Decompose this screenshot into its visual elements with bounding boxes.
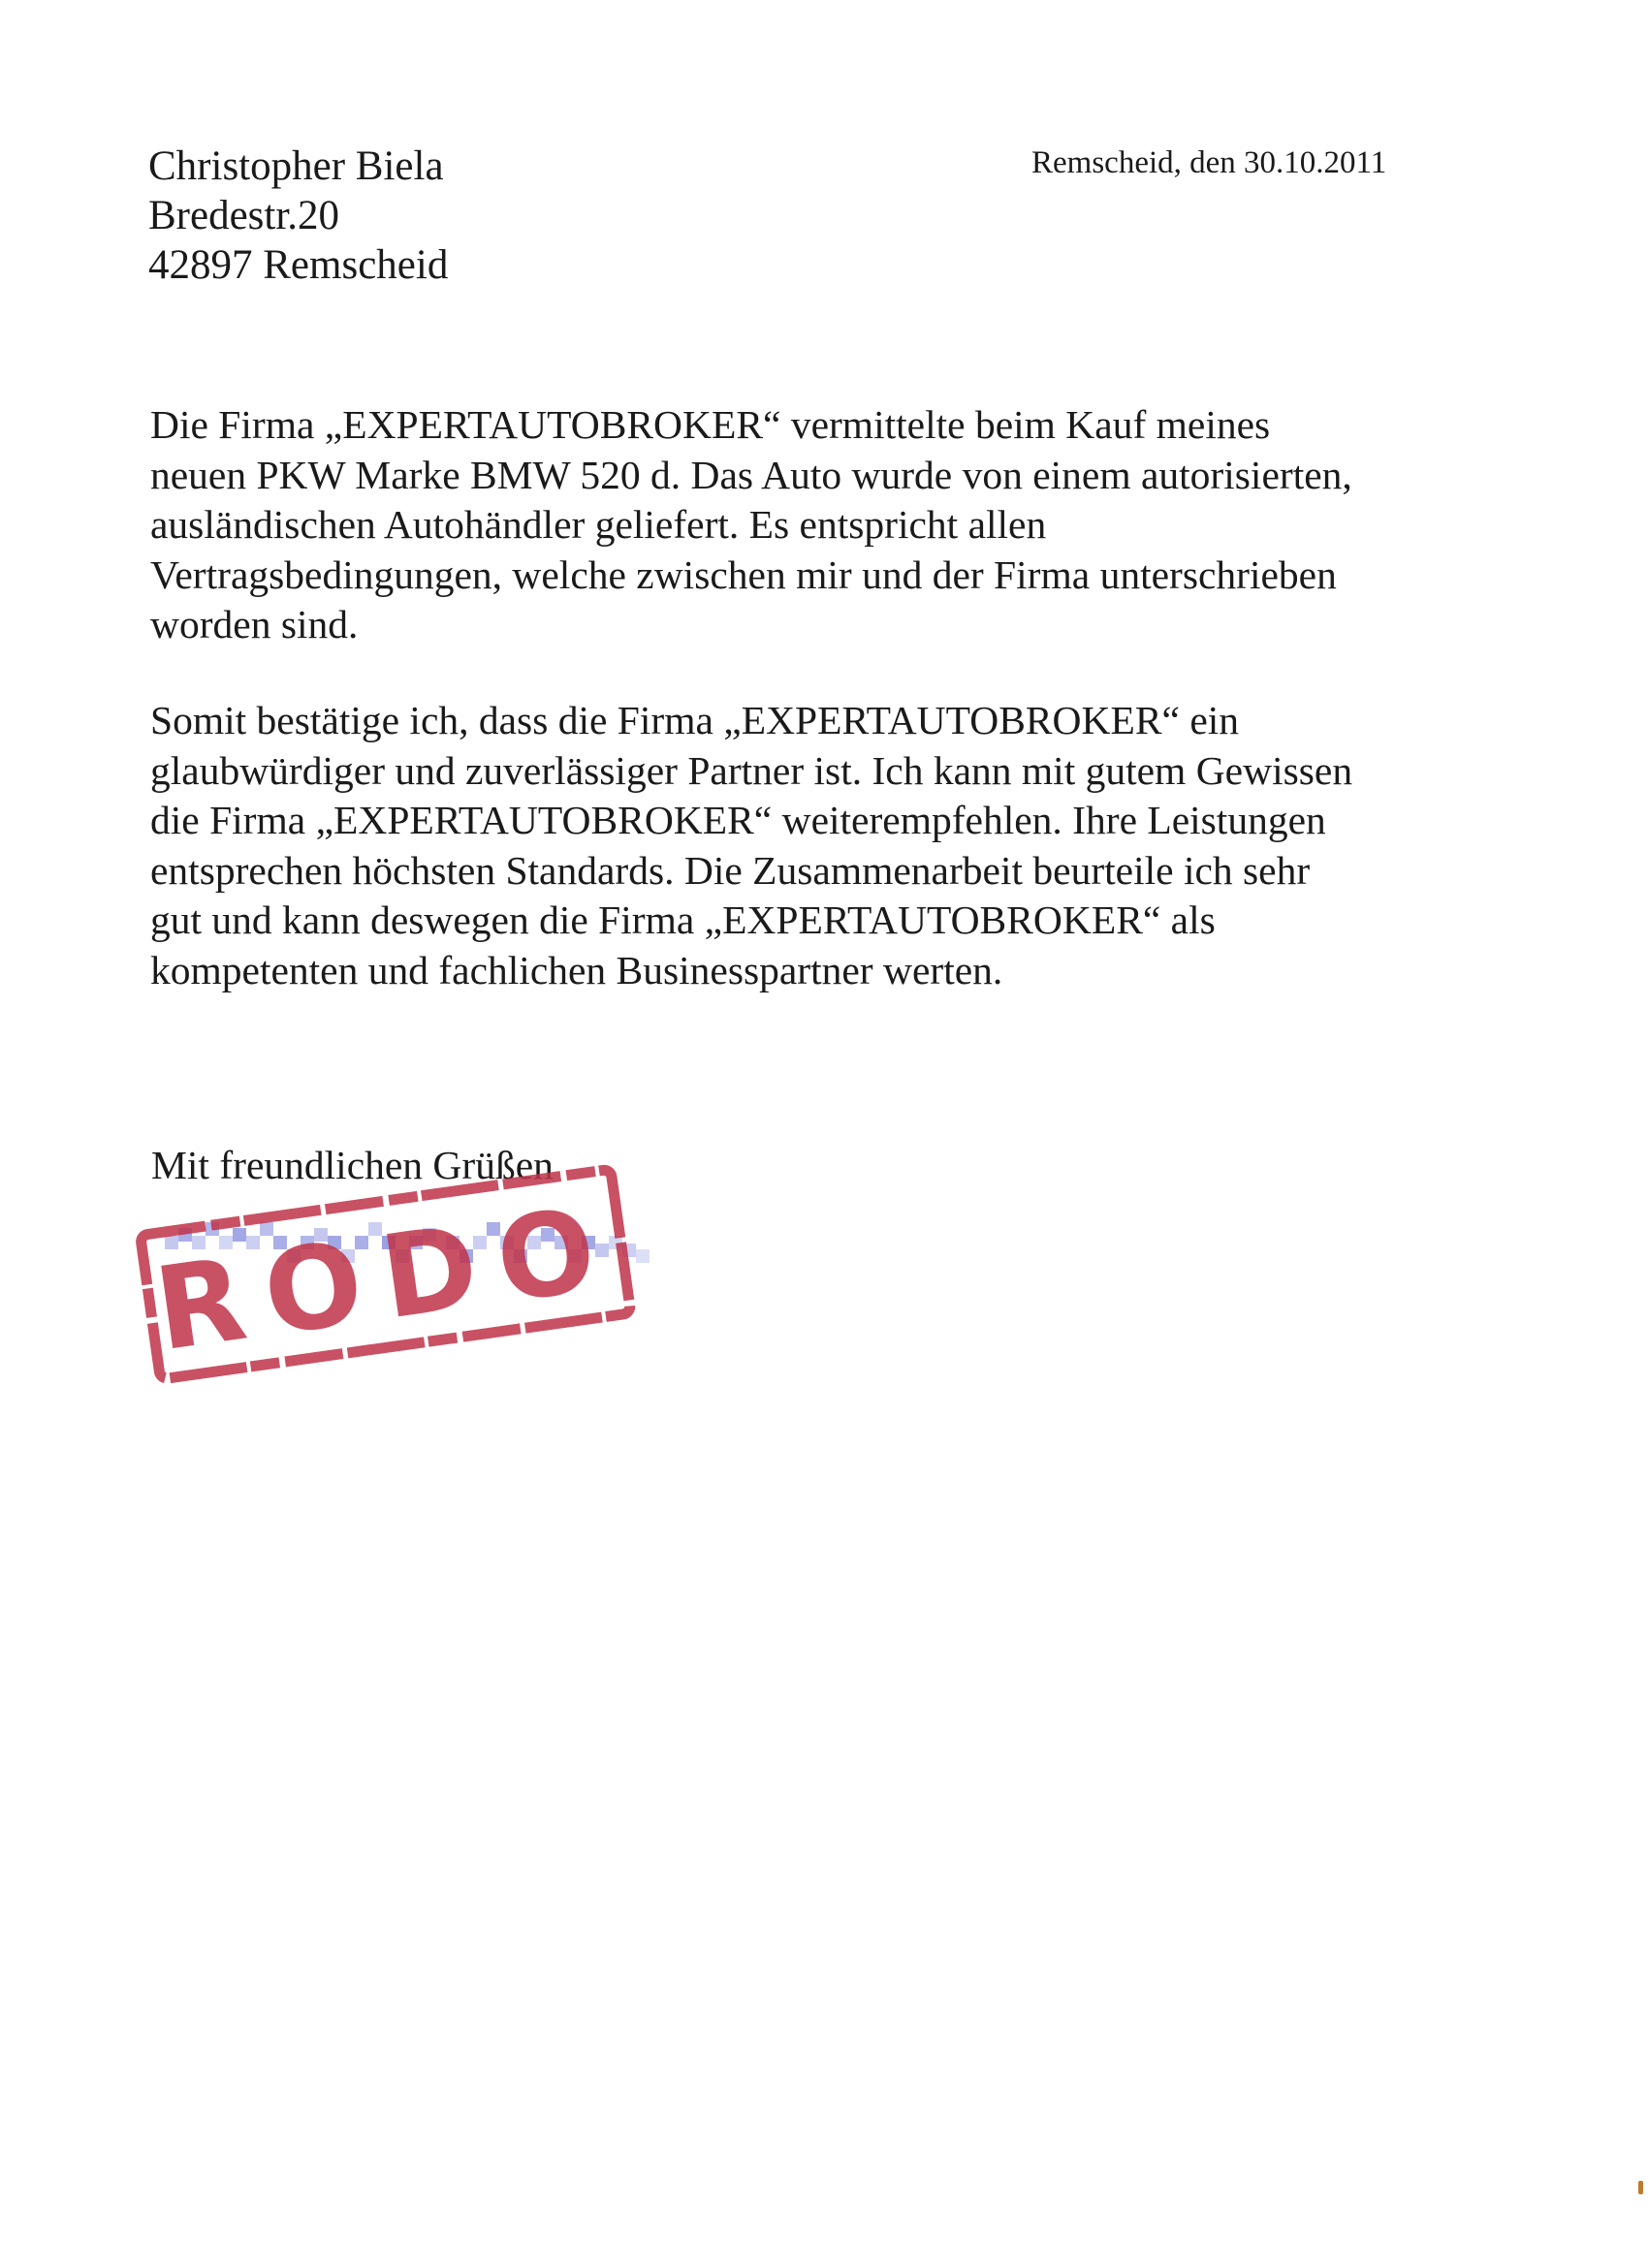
paragraph-line: neuen PKW Marke BMW 520 d. Das Auto wurde von einem autorisierten, <box>150 452 1352 497</box>
sender-name: Christopher Biela <box>148 143 444 189</box>
paragraph-line: gut und kann deswegen die Firma „EXPERTAUTOBROKER“ als <box>150 898 1216 942</box>
sender-address <box>148 142 448 290</box>
paragraph-line: Somit bestätige ich, dass die Firma „EXPERTAUTOBROKER“ ein <box>150 698 1240 742</box>
paragraph-2 <box>150 696 1507 995</box>
scan-speck <box>1638 2181 1643 2194</box>
sender-street: Bredestr.20 <box>148 193 340 238</box>
closing-line: Mit freundlichen Grüßen <box>151 1143 554 1187</box>
paragraph-line: die Firma „EXPERTAUTOBROKER“ weiterempfehlen. Ihre Leistungen <box>150 798 1326 842</box>
rodo-stamp <box>126 1144 640 1396</box>
sender-city: 42897 Remscheid <box>148 242 449 288</box>
paragraph-line: ausländischen Autohändler geliefert. Es entspricht allen <box>150 502 1047 547</box>
paragraph-line: Die Firma „EXPERTAUTOBROKER“ vermittelte beim Kauf meines <box>150 402 1271 447</box>
paragraph-line: entsprechen höchsten Standards. Die Zusammenarbeit beurteile ich sehr <box>150 847 1311 893</box>
paragraph-1 <box>150 400 1507 650</box>
paragraph-line: Vertragsbedingungen, welche zwischen mir und der Firma unterschrieben <box>150 551 1337 597</box>
paragraph-line: kompetenten und fachlichen Businesspartner werten. <box>150 947 1003 992</box>
date-line: Remscheid, den 30.10.2011 <box>1031 145 1387 180</box>
paragraph-line: glaubwürdiger und zuverlässiger Partner ist. Ich kann mit gutem Gewissen <box>150 747 1353 793</box>
svg-text:RODO: RODO <box>147 1180 625 1377</box>
paragraph-line: worden sind. <box>150 602 359 646</box>
